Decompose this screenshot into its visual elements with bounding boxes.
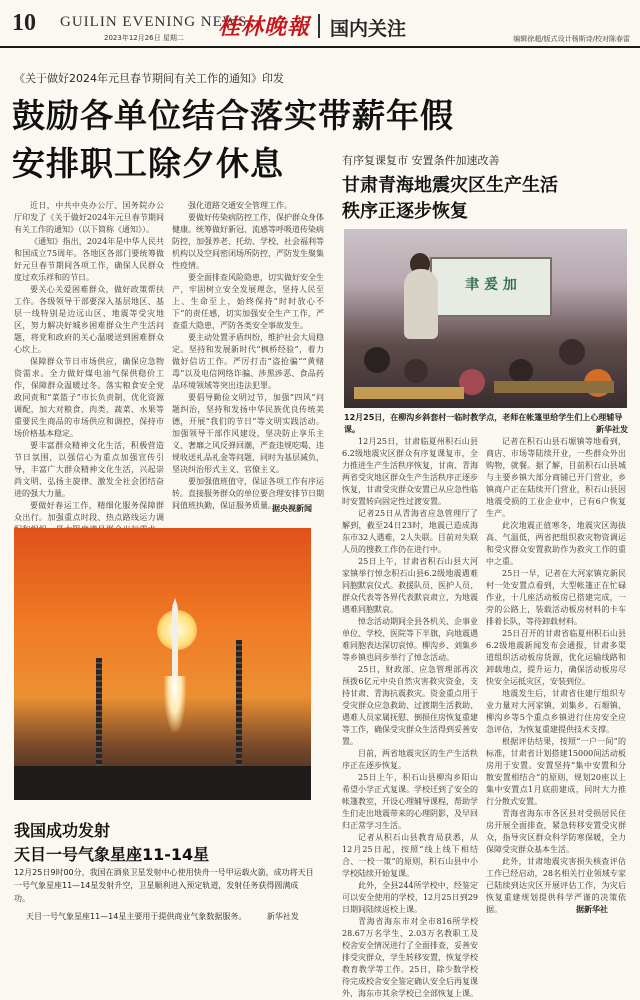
desk xyxy=(494,381,614,393)
article1-headline-line2: 安排职工除夕休息 xyxy=(12,144,284,183)
launch-tower xyxy=(96,658,102,768)
paragraph: 此次地震正值寒冬，地震灾区海拔高、气温低，两省把组织救灾物资调运和受灾群众安置救助作为救灾工作的重中之重。 xyxy=(486,521,626,566)
paragraph: 25日召开的甘肃省临夏州积石山县6.2级地震新闻发布会通报，甘肃多渠道组织活动板房货源，优化运输线路和卸载地点，提升运力，确保活动板房尽快安全运抵灾区，安装到位。 xyxy=(486,629,626,686)
article2-credit: 据新华社 xyxy=(576,905,608,914)
masthead xyxy=(0,0,640,48)
article1-column-1 xyxy=(14,200,164,522)
article3-headline-line2: 天目一号气象星座11-14星 xyxy=(14,845,210,864)
section-title: 国内关注 xyxy=(330,18,407,40)
paragraph: 25日一早，记者在大河家镇克新民村一处安置点看到，大型帐篷正在忙碌作业，十几座活动板房已搭建完成，一旁的公路上，装载活动板房材料的卡车排着长队，等待卸载材料。 xyxy=(486,569,626,626)
blackboard-text: 聿 爰 加 xyxy=(465,277,517,293)
photo-caption xyxy=(344,412,628,436)
article2-column-1 xyxy=(342,436,478,998)
page-number: 10 xyxy=(12,10,36,36)
paragraph: 记者从积石山县教育局获悉，从12月25日起，按照“线上线下相结合、一校一策”的原则，积石山县中小学校陆续开始复课。 xyxy=(342,833,478,878)
article2-headline-line2: 秩序正逐步恢复 xyxy=(342,201,468,222)
paragraph: 要倡导勤俭文明过节，加强“四风”问题纠治，坚持和发扬中华民族优良传统美德，开展“我们的节日”等文明实践活动。加强领导干部作风建设，坚决防止享乐主义、奢靡之风反弹回潮，严查违规吃喝、违规收送礼品礼金等问题，同时为基层减负，坚决纠治形式主义、官僚主义。 xyxy=(172,393,324,474)
paragraph: 要做好传染病防控工作，保护群众身体健康。统筹做好新冠、流感等呼吸道传染病防控，加强养老、托幼、学校、社会福利等机构以及空间密闭场所防控，严防发生聚集性疫情。 xyxy=(172,213,324,270)
paragraph: 要主动处置矛盾纠纷，维护社会大局稳定。坚持和发展新时代“枫桥经验”，着力做好信访工作。严厉打击“盗抢骗”“黄赌毒”以及电信网络诈骗、涉黑涉恶、食品药品环境领域等突出违法犯罪。 xyxy=(172,333,324,390)
article1-credit: 据央视新闻 xyxy=(272,504,312,513)
paragraph: 目前，两省地震灾区的生产生活秩序正在逐步恢复。 xyxy=(342,749,478,770)
article3-headline-line1: 我国成功发射 xyxy=(14,821,111,840)
classroom-photo xyxy=(344,229,627,408)
paragraph: 要全面排查风险隐患，切实做好安全生产，牢固树立安全发展理念，坚持人民至上、生命至上，始终保持“时时放心不下”的责任感，切实加强安全生产工作，严查重大隐患，严防各类安全事故发生。 xyxy=(172,273,324,330)
rocket-launch-photo xyxy=(14,528,311,800)
rocket xyxy=(172,606,178,676)
caption-credit: 新华社发 xyxy=(596,425,628,434)
caption-text: 12月25日，在柳沟乡斜套村一临时教学点，老师在帐篷里给学生们上心理辅导课。 xyxy=(344,413,623,434)
teacher-figure xyxy=(404,269,438,339)
paragraph: 此外，甘肃地震灾害损失核查评估工作已经启动，28名相关行业领域专家已陆续到达灾区开展评估工作，为灾后恢复重建规划提供科学严谨的决策依据。 xyxy=(486,857,626,914)
paragraph: 地震发生后，甘肃省住建厅组织专业力量对大河家镇、刘集乡、石塬镇、柳沟乡等5个重点乡镇进行住房安全应急评估，为恢复重建提供技术支撑。 xyxy=(486,689,626,734)
paragraph: 记者25日从青海省应急管理厅了解到，截至24日23时，地震已造成海东市32人遇难，2人失联。目前对失联人员的搜救工作仍在进行中。 xyxy=(342,509,478,554)
paragraph: 青海省海东市对全市816所学校28.67万名学生、2.03万名教职工及校舍安全情况进行了全面排查，妥善安排受灾群众，学生转移安置，恢复学校教育教学等工作。25日，除少数学校待完成校舍安全鉴定确认安全后再复课外，海东市其余学校已全部恢复上课。 xyxy=(342,917,478,998)
article1-headline-line1: 鼓励各单位结合落实带薪年假 xyxy=(12,96,454,135)
student-figure xyxy=(509,359,533,383)
paragraph: 25日上午，积石山县柳沟乡阳山希望小学正式复课。学校迁到了安全的帐篷教室，开设心理辅导课程，帮助学生们走出地震带来的心理阴影，及早回归正常学习生活。 xyxy=(342,773,478,830)
launch-tower xyxy=(236,640,242,768)
paragraph: 记者在积石山县石塬镇等地看到，商店、市场等陆续开业，一些群众外出购物，就餐。据了解，目前积石山县城与主要乡镇大部分商铺已开门营业，乡镇商户正在陆续开门营业，积石山县因地震受损的工业企业中，已有6户恢复生产。 xyxy=(486,437,626,518)
paragraph: 25日上午，甘肃省积石山县大河家镇举行悼念积石山县6.2级地震遇难同胞默哀仪式。救援队员、医护人员、群众代表等各界代表默哀肃立，为地震遇难同胞默哀。 xyxy=(342,557,478,614)
issue-date: 2023年12月26日 星期二 xyxy=(104,34,184,42)
paper-logo: 桂林晚報 xyxy=(218,14,311,40)
student-figure xyxy=(364,347,390,373)
rocket-exhaust xyxy=(164,676,186,732)
editors-line: 编辑徐超/版式设计杨斯诗/校对陈春雷 xyxy=(513,35,630,43)
student-figure xyxy=(559,339,585,365)
paragraph: 要关心关爱困难群众，做好政策帮扶工作。各级领导干部要深入基层地区、基层一线特别是边远山区、地震等受灾地区，努力解决好城乡困难群众生产生活问题，将党和政府的关心温暖送到困难群众心坎上。 xyxy=(14,285,164,354)
article1-intro: 《关于做好2024年元旦春节期间有关工作的通知》印发 xyxy=(14,72,284,85)
paragraph: 25日，财政部、应急管理部再次预拨6亿元中央自然灾害救灾资金，支持甘肃、青海抗震救灾。资金重点用于受灾群众应急救助、过渡期生活救助、遇难人员家属抚慰、倒损住房恢复重建等工作，确保受灾群众生活得到妥善安置。 xyxy=(342,665,478,746)
article3-summary: 12月25日9时00分，我国在酒泉卫星发射中心使用快舟一号甲运载火箭，成功将天目一号气象星座11—14星发射升空，卫星顺利进入预定轨道，发射任务获得圆满成功。 xyxy=(14,868,314,903)
paper-name-en: GUILIN EVENING NEWS xyxy=(60,14,248,30)
paragraph: 12月25日，甘肃临夏州积石山县6.2级地震灾区群众有序复课复市，全力推进生产生活秩序恢复，甘南、青海两省受灾地区群众生产生活秩序正逐步恢复，甘肃受灾群众安置已从应急性临时安置转向固定性过渡安置。 xyxy=(342,437,478,506)
paragraph: 根据评估结果，按照“一户一间”的标准，甘肃省计划搭建15000间活动板房用于安置。安置坚持“集中安置和分散安置相结合”的原则，规划20座以上集中安置点1月底前建成，同时大力推行分散式安置。 xyxy=(486,737,626,806)
blackboard xyxy=(430,257,552,317)
student-figure xyxy=(404,359,428,383)
summary-text: 天目一号气象星座11—14星主要用于提供商业气象数据服务。 xyxy=(26,912,247,921)
paragraph: 《通知》指出，2024年是中华人民共和国成立75周年。各地区各部门要统筹做好元旦春节期间各项工作，确保人民群众度过欢乐祥和的节日。 xyxy=(14,237,164,282)
ground xyxy=(14,766,311,800)
paragraph: 近日，中共中央办公厅、国务院办公厅印发了《关于做好2024年元旦春节期间有关工作的通知》（以下简称《通知》）。 xyxy=(14,201,164,234)
article3-summary-2 xyxy=(26,911,316,922)
article2-headline-line1: 甘肃青海地震灾区生产生活 xyxy=(342,175,558,196)
article3-credit: 新华社发 xyxy=(266,912,299,921)
paragraph: 要加强值班值守，保证各项工作有序运转。直接服务群众的单位要合理安排节日期间值班执勤，保证服务质量。 xyxy=(172,477,324,510)
paragraph: 保障群众节日市场供应，确保应急物资需求。全力做好煤电油气保供稳价工作，保障群众温暖过冬。落实粮食安全党政同责和“菜篮子”市长负责制，优化资源调配，加大对粮食、肉类、蔬菜、水果等重要民生商品的市场供应和调控，保持市场价格基本稳定。 xyxy=(14,357,164,438)
article2-kicker: 有序复课复市 安置条件加速改善 xyxy=(342,154,500,167)
divider xyxy=(318,14,320,38)
paragraph: 要丰富群众精神文化生活，积极营造节日氛围，以强信心为重点加强宣传引导，丰富广大群众精神文化生活，兴起崇尚文明、弘扬主旋律、激发全社会团结奋进的强大力量。 xyxy=(14,441,164,498)
paragraph: 强化道路交通安全管理工作。 xyxy=(188,201,292,210)
paragraph: 此外，全县244所学校中，经鉴定可以安全使用的学校，12月25日到29日期间陆续返校上课。 xyxy=(342,881,478,914)
desk xyxy=(354,387,464,399)
paragraph: 要做好春运工作，精细化服务保障群众出行。加强重点时段、热点路线运力调 xyxy=(14,501,164,522)
paragraph: 悼念活动期间全县各机关、企事业单位、学校、医院等下半旗，向地震遇难同胞表达深切哀悼。柳沟乡、刘集乡等乡镇也同步举行了悼念活动。 xyxy=(342,617,478,662)
paragraph: 青海省海东市各区县对受损居民住房开展全面排查，紧急转移安置受灾群众，指导灾区群众科学防寒保暖，全力保障受灾群众基本生活。 xyxy=(486,809,626,854)
